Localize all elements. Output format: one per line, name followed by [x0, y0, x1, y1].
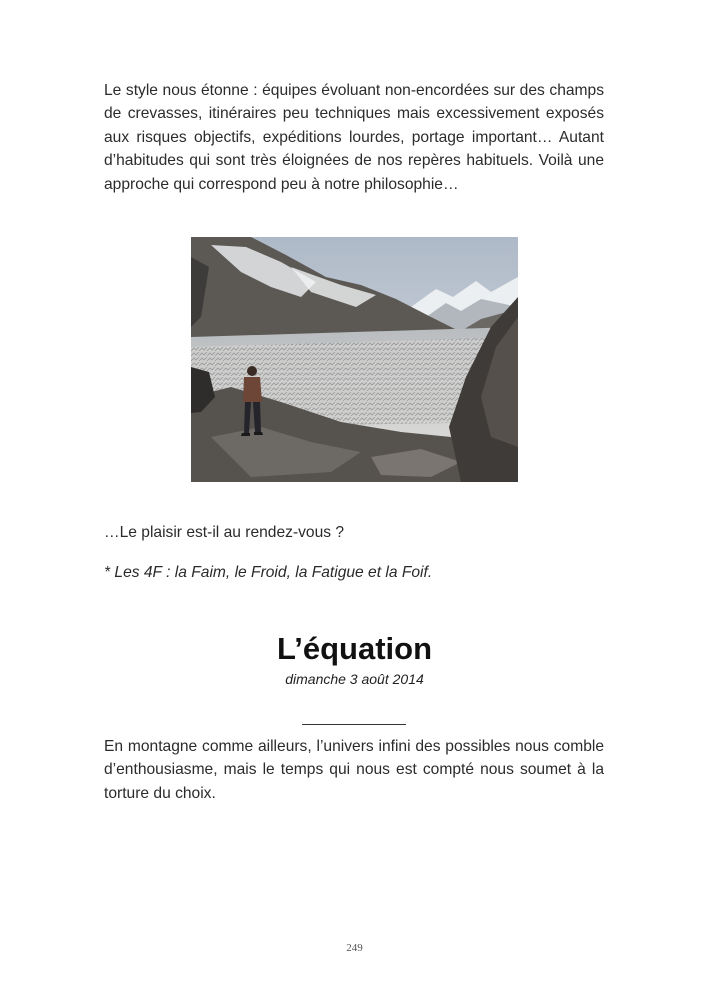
chapter-title: L’équation	[277, 631, 432, 666]
intro-paragraph: Le style nous étonne : équipes évoluant non-encordées sur des champs de crevasses, itinéraires peu techniques mais excessivement exposés aux risques objectifs, expéditions lourdes, portage important… Autant d’habitudes qui sont très éloignées de nos repères habituels. Voilà une approche qui correspond peu à notre philosophie…	[104, 82, 604, 193]
page-number: 249	[346, 942, 363, 954]
chapter-intro-paragraph: En montagne comme ailleurs, l’univers infini des possibles nous comble d’enthousiasme, mais le temps qui nous est compté nous soumet à la torture du choix.	[104, 738, 604, 802]
glacier-photo	[191, 237, 518, 482]
question-line: …Le plaisir est-il au rendez-vous ?	[104, 524, 345, 541]
footnote: * Les 4F : la Faim, le Froid, la Fatigue et la Foif.	[104, 564, 433, 581]
separator-rule	[302, 724, 406, 725]
chapter-date: dimanche 3 août 2014	[285, 671, 424, 687]
